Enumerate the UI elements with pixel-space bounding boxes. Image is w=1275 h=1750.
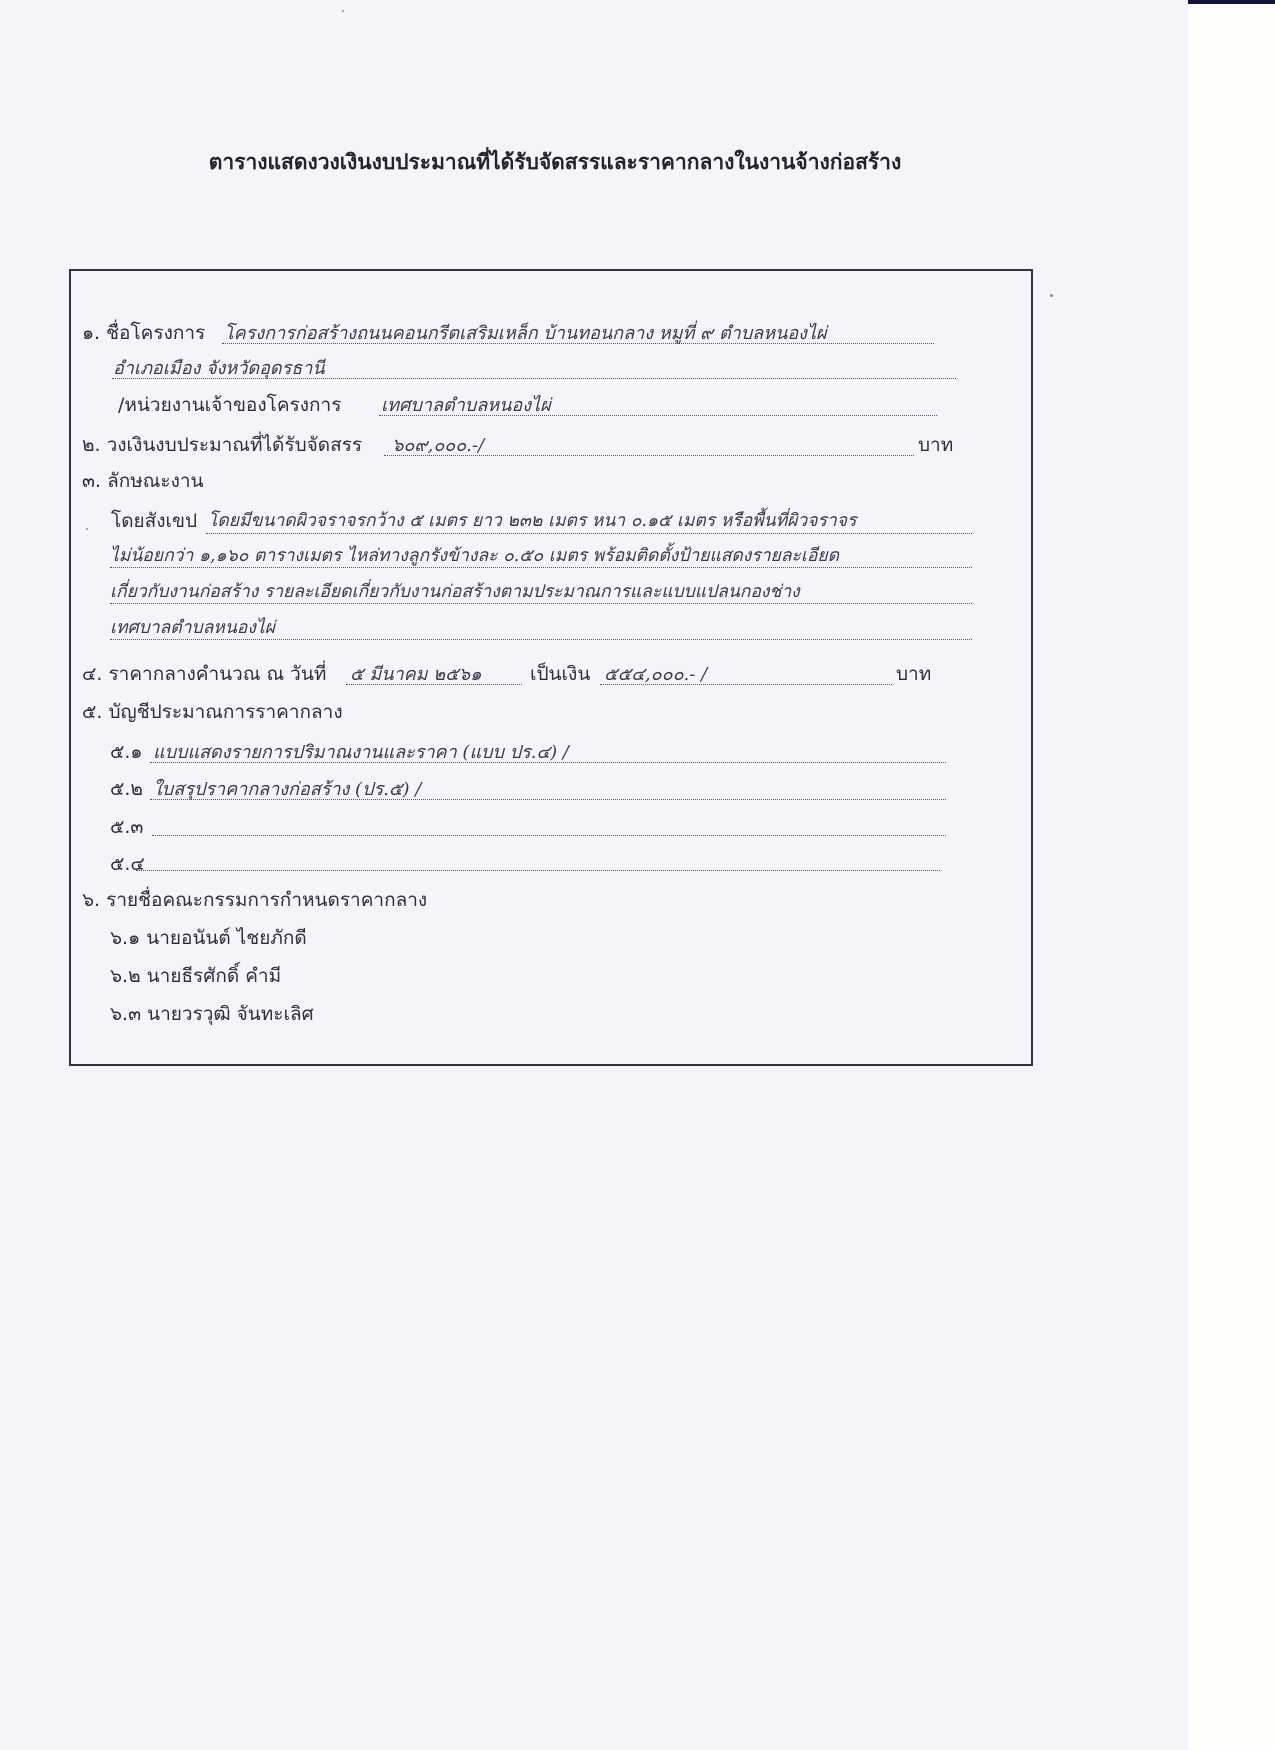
document-title: ตารางแสดงวงเงินงบประมาณที่ได้รับจัดสรรและราคากลางในงานจ้างก่อสร้าง (208, 150, 902, 174)
median-price-amount: ๕๕๔,๐๐๐.- / (604, 664, 708, 685)
estimate-sub-number-3: ๕.๓ (110, 816, 144, 838)
scan-speck (86, 528, 88, 530)
median-price-date: ๕ มีนาคม ๒๕๖๑ (350, 664, 482, 685)
committee-member-1: ๖.๑ นายอนันต์ ไชยภักดี (110, 927, 307, 949)
project-name-label: ๑. ชื่อโครงการ (82, 322, 206, 344)
committee-label: ๖. รายชื่อคณะกรรมการกำหนดราคากลาง (82, 889, 428, 911)
committee-member-2: ๖.๒ นายธีรศักดิ์ คำมี (110, 965, 282, 987)
project-name-value-2: อำเภอเมือง จังหวัดอุดรธานี (113, 358, 325, 379)
agency-value: เทศบาลตำบลหนองไผ่ (381, 395, 551, 416)
estimate-sub-number-4: ๕.๔ (110, 853, 145, 875)
scan-margin-strip (1188, 0, 1275, 1750)
scan-speck (342, 10, 344, 12)
agency-label: /หน่วยงานเจ้าของโครงการ (118, 394, 342, 416)
amount-label: เป็นเงิน (530, 663, 591, 685)
scan-speck (1050, 294, 1053, 297)
work-description-line-3: เกี่ยวกับงานก่อสร้าง รายละเอียดเกี่ยวกับงานก่อสร้างตามประมาณการและแบบแปลนกองช่าง (110, 582, 800, 602)
budget-unit: บาท (918, 434, 954, 456)
work-description-line-1: โดยมีขนาดผิวจราจรกว้าง ๕ เมตร ยาว ๒๓๒ เมตร หนา ๐.๑๕ เมตร หรือพื้นที่ผิวจราจร (208, 511, 857, 531)
estimate-list-label: ๕. บัญชีประมาณการราคากลาง (82, 701, 343, 723)
committee-member-3: ๖.๓ นายวรวุฒิ จันทะเลิศ (110, 1003, 314, 1025)
scan-edge-bar (1188, 0, 1275, 4)
budget-value: ๖๐๙,๐๐๐.-/ (392, 435, 485, 456)
estimate-sub-text-2: ใบสรุปราคากลางก่อสร้าง (ปร.๕) / (153, 779, 422, 800)
work-nature-label: ๓. ลักษณะงาน (82, 470, 204, 492)
estimate-sub-text-1: แบบแสดงรายการปริมาณงานและราคา (แบบ ปร.๔) / (153, 742, 569, 763)
project-name-value-1: โครงการก่อสร้างถนนคอนกรีตเสริมเหล็ก บ้านทอนกลาง หมูที่ ๙ ตำบลหนองไผ่ (224, 323, 827, 344)
summary-prefix: โดยสังเขป (111, 510, 198, 532)
estimate-sub-dotted-line-3 (152, 835, 946, 836)
work-description-line-2: ไม่น้อยกว่า ๑,๑๖๐ ตารางเมตร ไหล่ทางลูกรังข้างละ ๐.๕๐ เมตร พร้อมติดตั้งป้ายแสดงรายละเอียด (110, 546, 840, 566)
median-price-label: ๔. ราคากลางคำนวณ ณ วันที่ (82, 663, 327, 685)
budget-label: ๒. วงเงินงบประมาณที่ได้รับจัดสรร (82, 434, 363, 456)
work-description-line-4: เทศบาลตำบลหนองไผ่ (110, 618, 275, 638)
median-price-unit: บาท (896, 663, 932, 685)
estimate-sub-dotted-line-4 (136, 870, 940, 871)
estimate-sub-number-2: ๕.๒ (110, 778, 143, 800)
estimate-sub-number-1: ๕.๑ (110, 741, 143, 763)
